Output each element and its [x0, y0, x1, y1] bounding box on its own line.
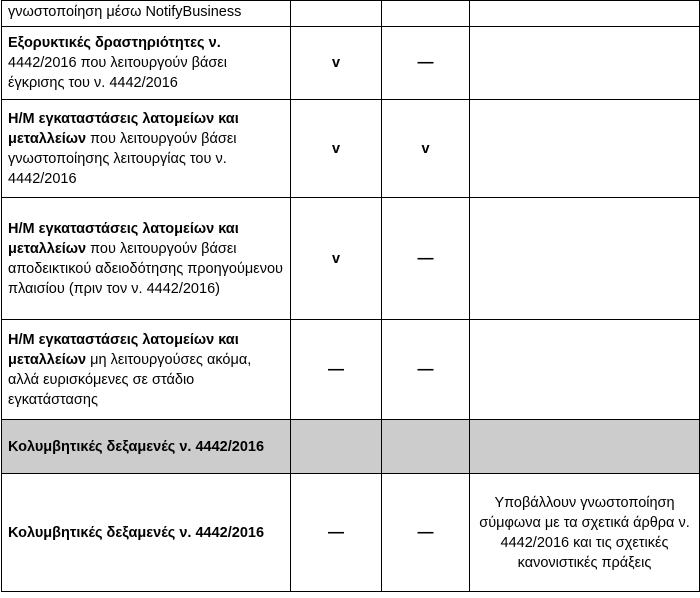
table-row — [2, 27, 700, 100]
table-row — [2, 474, 700, 592]
col4-cell — [470, 420, 700, 474]
row-title: Κολυμβητικές δεξαμενές ν. 4442/2016 — [8, 524, 265, 541]
table-row — [2, 198, 700, 320]
row-text: που λειτουργούν βάσει αποδεικτικού αδειοδότησης προηγούμενου πλαισίου (πριν τον ν. 4442/2016) — [8, 240, 283, 297]
check-mark: v — [291, 27, 382, 100]
row-text: γνωστοποίηση μέσω NotifyBusiness — [8, 4, 242, 20]
row-text: 4442/2016 που λειτουργούν βάσει έγκρισης του ν. 4442/2016 — [8, 55, 227, 91]
row-text: που λειτουργούν βάσει γνωστοποίησης λειτουργίας του ν. 4442/2016 — [8, 130, 237, 187]
table-row — [2, 1, 700, 27]
dash-mark: — — [291, 474, 382, 592]
row-title: Εξορυκτικές δραστηριότητες ν. — [8, 35, 221, 51]
row-description — [2, 420, 291, 474]
row-description — [2, 27, 291, 100]
row-title: Η/Μ εγκαταστάσεις λατομείων και μεταλλείων — [8, 331, 239, 368]
dash-mark: — — [382, 474, 470, 592]
row-description — [2, 198, 291, 320]
check-mark: v — [291, 198, 382, 320]
col4-cell — [470, 320, 700, 420]
col3-cell — [382, 1, 470, 27]
col2-cell — [291, 1, 382, 27]
col4-cell — [470, 1, 700, 27]
row-description — [2, 474, 291, 592]
col3-cell — [382, 420, 470, 474]
dash-mark: — — [382, 27, 470, 100]
row-description — [2, 100, 291, 198]
row-description — [2, 1, 291, 27]
section-row — [2, 420, 700, 474]
col4-cell — [470, 100, 700, 198]
row-text: μη λειτουργούσες ακόμα, αλλά ευρισκόμενες σε στάδιο εγκατάστασης — [8, 351, 252, 408]
check-mark: v — [382, 100, 470, 198]
col4-cell — [470, 198, 700, 320]
requirements-table — [1, 0, 700, 592]
table-row — [2, 320, 700, 420]
col4-cell — [470, 27, 700, 100]
note-text: Υποβάλλουν γνωστοποίηση σύμφωνα με τα σχετικά άρθρα ν. 4442/2016 και τις σχετικές κανονιστικές πράξεις — [470, 474, 700, 592]
col2-cell — [291, 420, 382, 474]
row-title: Η/Μ εγκαταστάσεις λατομείων και μεταλλείων — [8, 110, 239, 147]
row-title: Η/Μ εγκαταστάσεις λατομείων και μεταλλείων — [8, 220, 239, 257]
check-mark: v — [291, 100, 382, 198]
table-row — [2, 100, 700, 198]
dash-mark: — — [291, 320, 382, 420]
row-description — [2, 320, 291, 420]
dash-mark: — — [382, 320, 470, 420]
dash-mark: — — [382, 198, 470, 320]
row-title: Κολυμβητικές δεξαμενές ν. 4442/2016 — [8, 438, 265, 455]
